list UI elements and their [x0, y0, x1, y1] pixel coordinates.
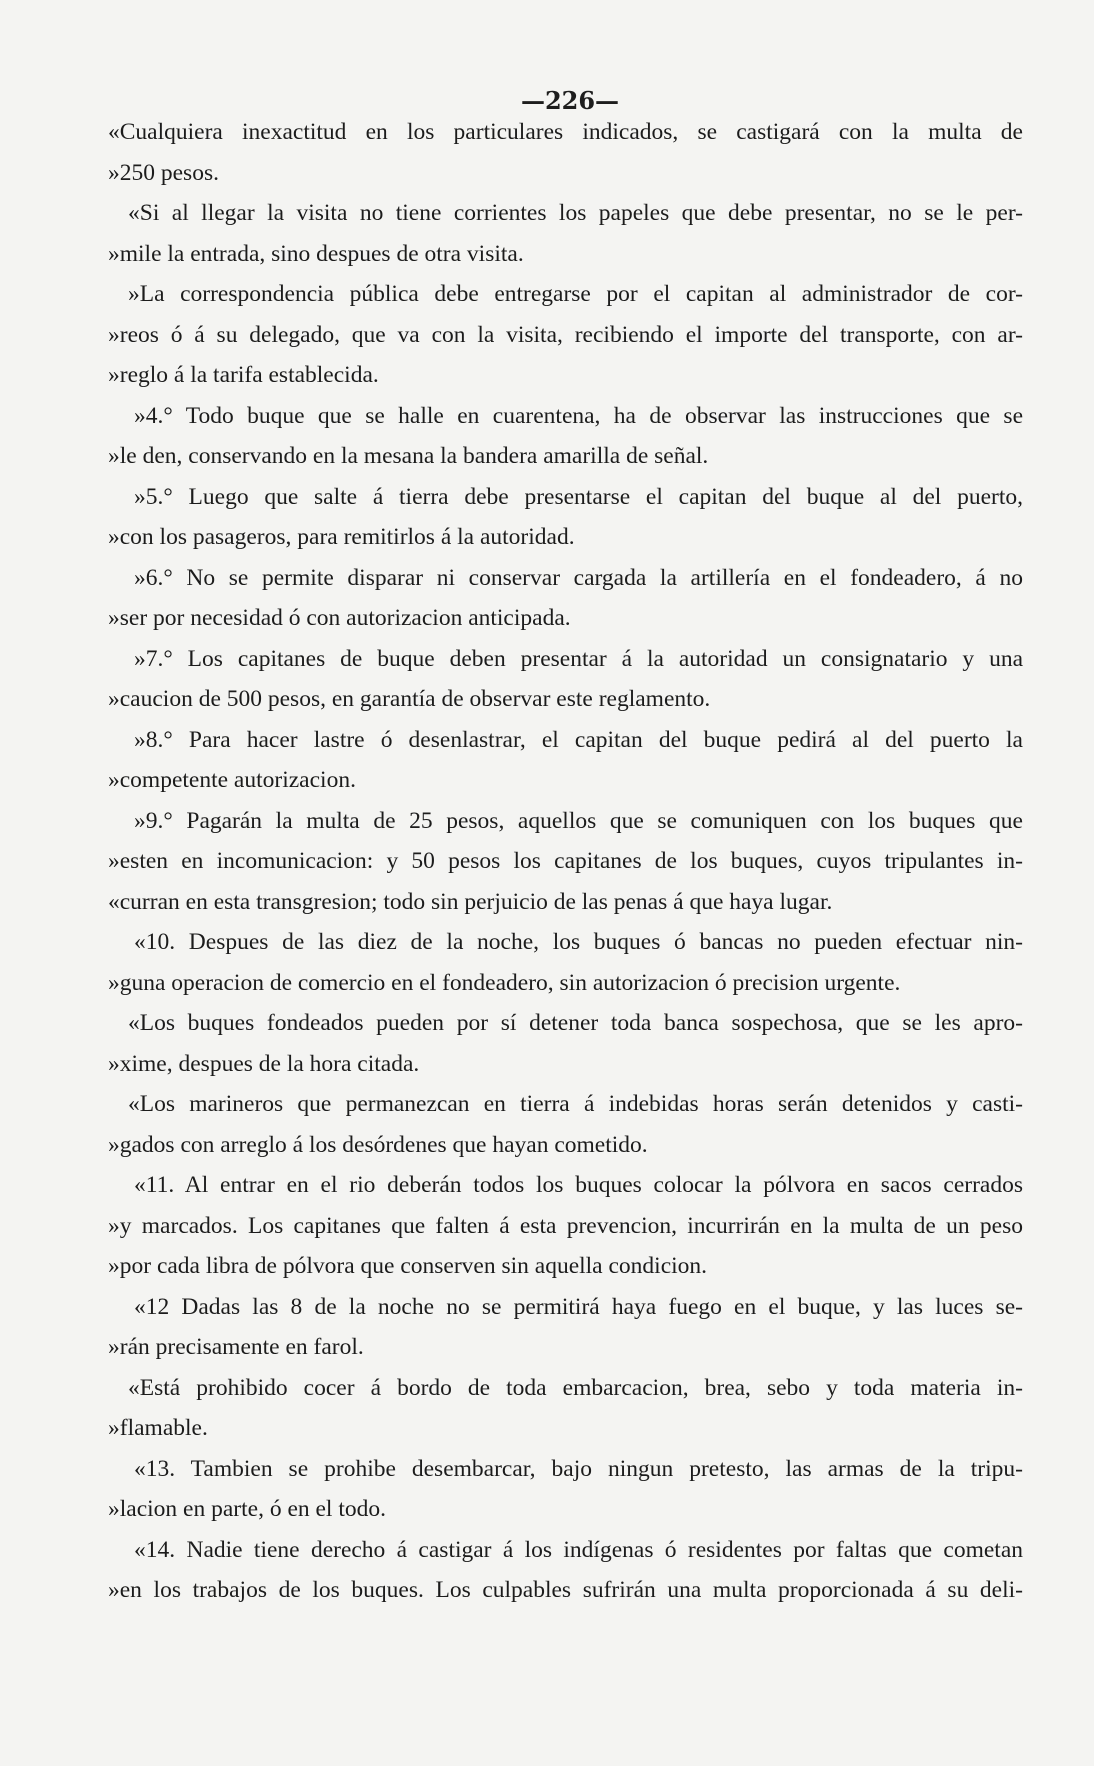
- text-line: »guna operacion de comercio en el fondeadero, sin autorizacion ó precision urgente.: [108, 969, 901, 996]
- text-line: »7.° Los capitanes de buque deben presentar á la autoridad un consignatario y una: [134, 645, 1023, 672]
- text-line: »8.° Para hacer lastre ó desenlastrar, el capitan del buque pedirá al del puerto la: [134, 726, 1023, 753]
- text-line: «14. Nadie tiene derecho á castigar á los indígenas ó residentes por faltas que cometan: [134, 1536, 1023, 1563]
- text-line: »competente autorizacion.: [108, 767, 356, 793]
- text-line: »reglo á la tarifa establecida.: [108, 362, 379, 388]
- page-number: —226—: [520, 86, 620, 115]
- text-line: «12 Dadas las 8 de la noche no se permitirá haya fuego en el buque, y las luces se-: [134, 1293, 1023, 1320]
- text-line: »xime, despues de la hora citada.: [108, 1050, 420, 1077]
- text-line: »mile la entrada, sino despues de otra visita.: [108, 240, 524, 267]
- text-line: «Los marineros que permanezcan en tierra á indebidas horas serán detenidos y casti-: [128, 1091, 1023, 1117]
- text-line: »4.° Todo buque que se halle en cuarentena, ha de observar las instrucciones que se: [134, 402, 1023, 429]
- text-line: »9.° Pagarán la multa de 25 pesos, aquellos que se comuniquen con los buques que: [134, 807, 1023, 834]
- text-line: »esten en incomunicacion: y 50 pesos los capitanes de los buques, cuyos tripulantes in-: [108, 848, 1023, 874]
- text-line: »lacion en parte, ó en el todo.: [108, 1496, 386, 1522]
- text-line: »250 pesos.: [108, 159, 219, 186]
- text-line: »rán precisamente en farol.: [108, 1334, 364, 1360]
- text-line: »La correspondencia pública debe entregarse por el capitan al administrador de cor-: [128, 281, 1023, 307]
- text-line: »flamable.: [108, 1415, 208, 1441]
- text-line: «Cualquiera inexactitud en los particulares indicados, se castigará con la multa de: [108, 119, 1023, 145]
- text-line: «Los buques fondeados pueden por sí detener toda banca sospechosa, que se les apro-: [128, 1010, 1023, 1036]
- text-line: »6.° No se permite disparar ni conservar cargada la artillería en el fondeadero, á no: [134, 564, 1023, 591]
- text-line: »caucion de 500 pesos, en garantía de observar este reglamento.: [108, 686, 711, 712]
- text-line: «10. Despues de las diez de la noche, los buques ó bancas no pueden efectuar nin-: [134, 929, 1023, 955]
- text-line: «Si al llegar la visita no tiene corrientes los papeles que debe presentar, no se le per-: [128, 200, 1023, 226]
- text-line: «Está prohibido cocer á bordo de toda embarcacion, brea, sebo y toda materia in-: [128, 1374, 1023, 1401]
- text-line: «11. Al entrar en el rio deberán todos los buques colocar la pólvora en sacos cerrados: [134, 1172, 1023, 1198]
- text-line: »ser por necesidad ó con autorizacion anticipada.: [108, 605, 571, 631]
- text-line: »con los pasageros, para remitirlos á la autoridad.: [108, 524, 575, 550]
- text-line: »y marcados. Los capitanes que falten á esta prevencion, incurrirán en la multa de un peso: [108, 1212, 1023, 1239]
- text-line: »gados con arreglo á los desórdenes que hayan cometido.: [108, 1131, 648, 1158]
- text-line: »5.° Luego que salte á tierra debe presentarse el capitan del buque al del puerto,: [134, 483, 1023, 510]
- text-line: »reos ó á su delegado, que va con la visita, recibiendo el importe del transporte, con ar-: [108, 321, 1023, 348]
- text-line: «curran en esta transgresion; todo sin perjuicio de las penas á que haya lugar.: [108, 888, 833, 915]
- text-line: »en los trabajos de los buques. Los culpables sufrirán una multa proporcionada á su deli-: [108, 1577, 1023, 1603]
- text-line: »le den, conservando en la mesana la bandera amarilla de señal.: [108, 443, 709, 469]
- text-line: «13. Tambien se prohibe desembarcar, bajo ningun pretesto, las armas de la tripu-: [134, 1455, 1023, 1482]
- body-text: [108, 112, 1023, 1611]
- text-line: »por cada libra de pólvora que conserven sin aquella condicion.: [108, 1253, 708, 1279]
